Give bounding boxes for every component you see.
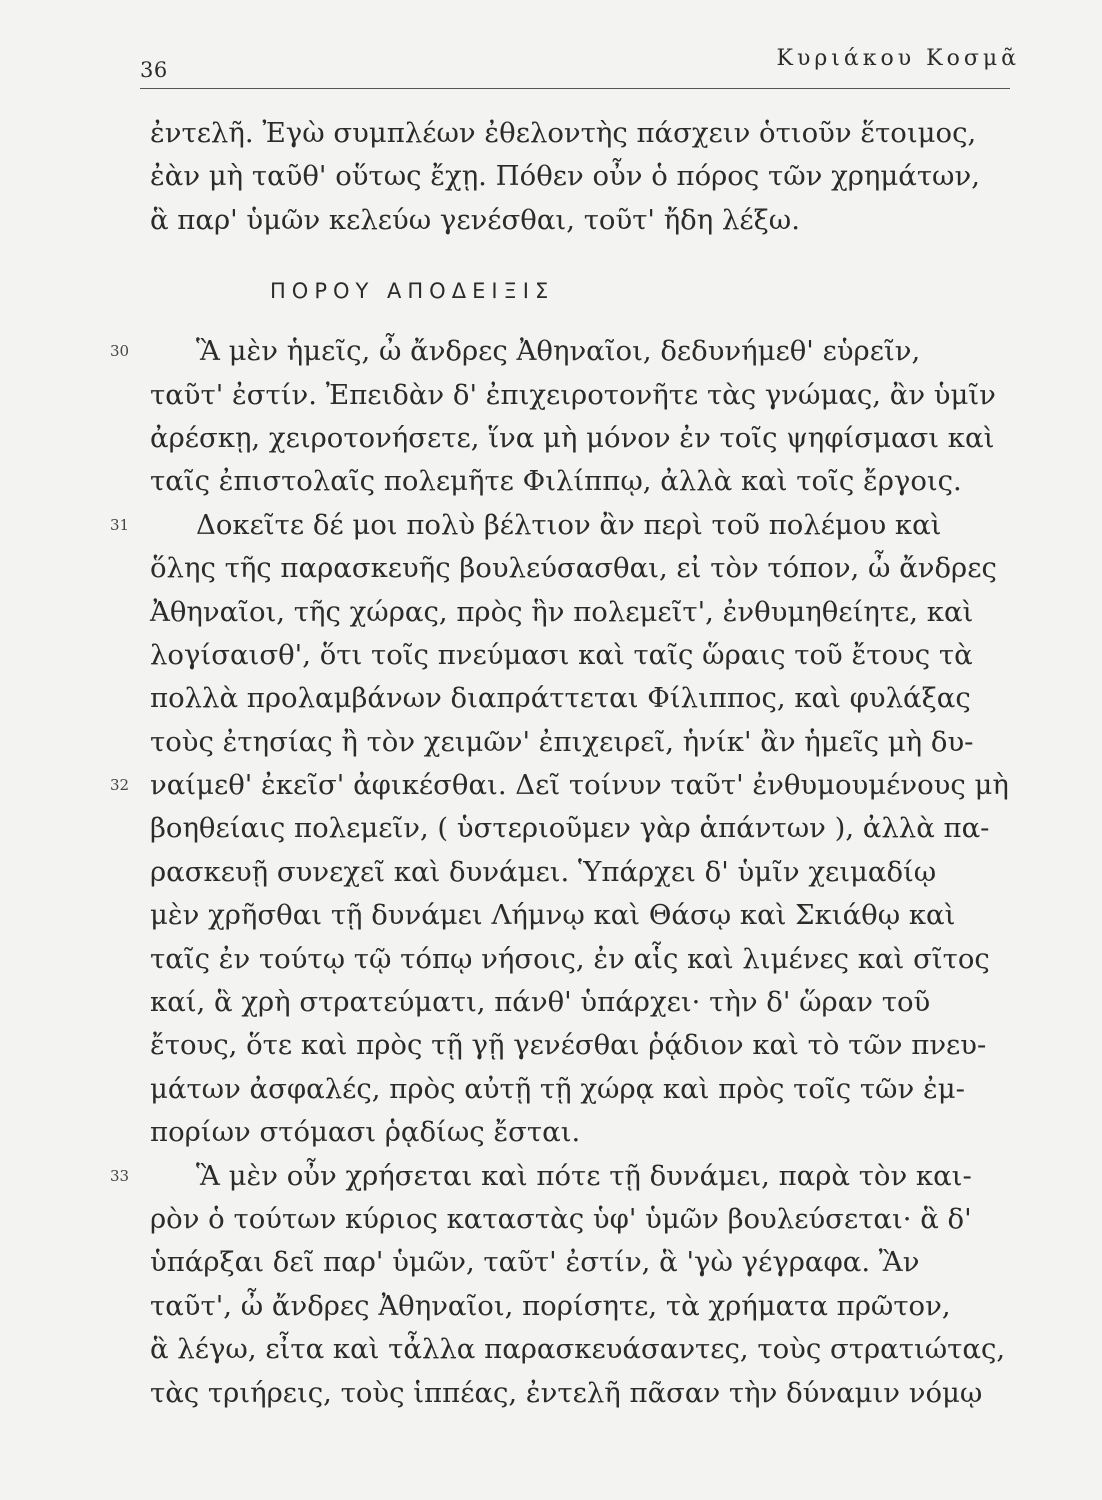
section-heading: ΠΟΡΟΥ ΑΠΟΔΕΙΞΙΣ xyxy=(270,279,555,304)
line-text: ρασκευῇ συνεχεῖ καὶ δυνάμει. Ὑπάρχει δ' ὑμῖν χειμαδίῳ xyxy=(150,855,937,888)
text-line xyxy=(150,938,1030,981)
line-text: βοηθείαις πολεμεῖν, ( ὑστεριοῦμεν γὰρ ἁπάντων ), ἀλλὰ πα- xyxy=(150,812,990,845)
text-line xyxy=(110,764,1030,807)
text-line xyxy=(150,1068,1030,1111)
text-line xyxy=(150,1241,1030,1284)
line-text: μάτων ἀσφαλές, πρὸς αὐτῇ τῇ χώρᾳ καὶ πρὸς τοῖς τῶν ἐμ- xyxy=(150,1072,965,1105)
line-text: ταῖς ἐπιστολαῖς πολεμῆτε Φιλίππῳ, ἀλλὰ καὶ τοῖς ἔργοις. xyxy=(150,465,962,498)
line-text: λογίσαισθ', ὅτι τοῖς πνεύμασι καὶ ταῖς ὥραις τοῦ ἔτους τὰ xyxy=(150,638,973,671)
text-line xyxy=(150,112,1030,155)
line-text: Ἃ μὲν οὖν χρήσεται καὶ πότε τῇ δυνάμει, παρὰ τὸν και- xyxy=(196,1159,972,1192)
line-text: ὅλης τῆς παρασκευῆς βουλεύσασθαι, εἰ τὸν τόπον, ὦ ἄνδρες xyxy=(150,552,997,585)
line-text: ἔτους, ὅτε καὶ πρὸς τῇ γῇ γενέσθαι ῥᾴδιον καὶ τὸ τῶν πνευ- xyxy=(150,1029,987,1062)
line-text: ναίμεθ' ἐκεῖσ' ἀφικέσθαι. Δεῖ τοίνυν ταῦτ' ἐνθυμουμένους μὴ xyxy=(150,769,1009,802)
text-line xyxy=(110,504,1030,547)
text-line xyxy=(150,1198,1030,1241)
line-text: ταῦτ' ἐστίν. Ἐπειδὰν δ' ἐπιχειροτονῆτε τὰς γνώμας, ἂν ὑμῖν xyxy=(150,378,996,411)
text-line xyxy=(150,199,1030,242)
line-text: ἃ παρ' ὑμῶν κελεύω γενέσθαι, τοῦτ' ἤδη λέξω. xyxy=(150,203,800,236)
text-line xyxy=(150,634,1030,677)
line-text: τὰς τριήρεις, τοὺς ἱππέας, ἐντελῆ πᾶσαν τὴν δύναμιν νόμῳ xyxy=(150,1376,983,1409)
text-line xyxy=(110,330,1030,373)
line-text: ἐὰν μὴ ταῦθ' οὕτως ἔχῃ. Πόθεν οὖν ὁ πόρος τῶν χρημάτων, xyxy=(150,160,980,193)
line-text: ἐντελῆ. Ἐγὼ συμπλέων ἐθελοντὴς πάσχειν ὁτιοῦν ἕτοιμος, xyxy=(150,117,977,149)
line-text: μὲν χρῆσθαι τῇ δυνάμει Λήμνῳ καὶ Θάσῳ καὶ Σκιάθῳ καὶ xyxy=(150,899,956,932)
text-line xyxy=(150,417,1030,460)
line-text: τοὺς ἐτησίας ἢ τὸν χειμῶν' ἐπιχειρεῖ, ἡνίκ' ἂν ἡμεῖς μὴ δυ- xyxy=(150,725,974,758)
paragraph-number: 31 xyxy=(110,515,130,534)
line-text: Ἃ μὲν ἡμεῖς, ὦ ἄνδρες Ἀθηναῖοι, δεδυνήμεθ' εὑρεῖν, xyxy=(196,335,921,368)
text-line xyxy=(150,1372,1030,1415)
text-line xyxy=(150,1024,1030,1067)
line-text: Δοκεῖτε δέ μοι πολὺ βέλτιον ἂν περὶ τοῦ πολέμου καὶ xyxy=(196,508,942,541)
line-text: ρὸν ὁ τούτων κύριος καταστὰς ὑφ' ὑμῶν βουλεύσεται· ἃ δ' xyxy=(150,1202,972,1235)
line-text: ταῦτ', ὦ ἄνδρες Ἀθηναῖοι, πορίσητε, τὰ χρήματα πρῶτον, xyxy=(150,1289,951,1322)
text-line xyxy=(150,851,1030,894)
text-line xyxy=(150,547,1030,590)
line-text: ὑπάρξαι δεῖ παρ' ὑμῶν, ταῦτ' ἐστίν, ἃ 'γὼ γέγραφα. Ἂν xyxy=(150,1246,920,1279)
line-text: ἀρέσκῃ, χειροτονήσετε, ἵνα μὴ μόνον ἐν τοῖς ψηφίσμασι καὶ xyxy=(150,421,995,454)
text-line xyxy=(150,155,1030,198)
text-line xyxy=(150,460,1030,503)
header-rule xyxy=(140,88,1010,89)
text-line xyxy=(150,1111,1030,1154)
page-header xyxy=(140,44,1020,90)
body-text xyxy=(110,112,1030,1415)
text-line xyxy=(150,721,1030,764)
text-line xyxy=(150,677,1030,720)
paragraph-number: 30 xyxy=(110,342,130,361)
running-title: Κυριάκου Κοσμᾶ xyxy=(776,46,1020,71)
text-line xyxy=(150,1328,1030,1371)
line-text: ἃ λέγω, εἶτα καὶ τἆλλα παρασκευάσαντες, τοὺς στρατιώτας, xyxy=(150,1333,1006,1366)
text-line xyxy=(110,1155,1030,1198)
text-line xyxy=(150,981,1030,1024)
paragraph-number: 32 xyxy=(110,776,130,795)
line-text: ταῖς ἐν τούτῳ τῷ τόπῳ νήσοις, ἐν αἷς καὶ λιμένες καὶ σῖτος xyxy=(150,942,990,975)
line-text: καί, ἃ χρὴ στρατεύματι, πάνθ' ὑπάρχει· τὴν δ' ὥραν τοῦ xyxy=(150,986,931,1019)
line-text: Ἀθηναῖοι, τῆς χώρας, πρὸς ἣν πολεμεῖτ', ἐνθυμηθείητε, καὶ xyxy=(150,595,974,628)
text-line xyxy=(150,1285,1030,1328)
text-line xyxy=(150,894,1030,937)
page-number: 36 xyxy=(140,58,168,82)
line-text: πορίων στόμασι ῥᾳδίως ἔσται. xyxy=(150,1116,581,1149)
line-text: πολλὰ προλαμβάνων διαπράττεται Φίλιππος, καὶ φυλάξας xyxy=(150,682,971,715)
text-line xyxy=(150,807,1030,850)
text-line xyxy=(150,374,1030,417)
text-line xyxy=(150,591,1030,634)
paragraph-number: 33 xyxy=(110,1166,130,1185)
